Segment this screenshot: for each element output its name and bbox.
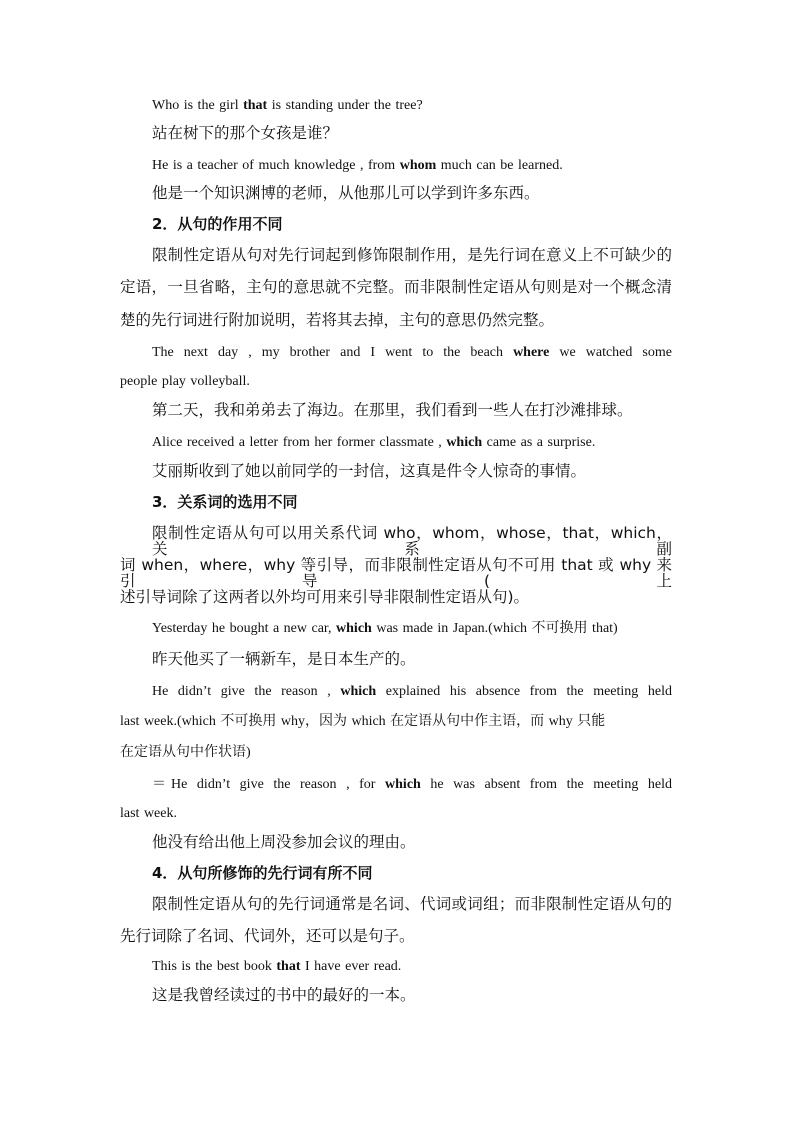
relative-word: where <box>513 345 550 360</box>
paragraph-line: 定语，一旦省略，主句的意思就不完整。而非限制性定语从句则是对一个概念清 <box>120 278 672 296</box>
example-translation: 第二天，我和弟弟去了海边。在那里，我们看到一些人在打沙滩排球。 <box>152 401 633 419</box>
relative-word: whom <box>399 158 437 173</box>
example-translation: 他是一个知识渊博的老师，从他那儿可以学到许多东西。 <box>152 184 540 202</box>
example-sentence: Yesterday he bought a new car, which was made in Japan.(which 不可换用 that) <box>152 621 618 636</box>
paragraph-line: 述引导词除了这两者以外均可用来引导非限制性定语从句)。 <box>120 588 530 606</box>
relative-word: that <box>243 98 268 113</box>
example-translation: 站在树下的那个女孩是谁？ <box>152 124 339 142</box>
paragraph-line: 限制性定语从句对先行词起到修饰限制作用，是先行词在意义上不可缺少的 <box>152 246 672 264</box>
section-heading: 3．关系词的选用不同 <box>152 493 298 511</box>
example-translation: 他没有给出他上周没参加会议的理由。 <box>152 833 416 851</box>
example-sentence: The next day , my brother and I went to the beach where we watched some <box>152 345 672 360</box>
paragraph-line: 先行词除了名词、代词外，还可以是句子。 <box>120 927 415 945</box>
example-sentence: This is the best book that I have ever read. <box>152 959 402 974</box>
example-sentence: He is a teacher of much knowledge , from whom much can be learned. <box>152 158 563 173</box>
example-translation: 这是我曾经读过的书中的最好的一本。 <box>152 986 416 1004</box>
example-translation: 昨天他买了一辆新车，是日本生产的。 <box>152 650 416 668</box>
relative-word: which <box>336 621 372 636</box>
paragraph-line: 限制性定语从句的先行词通常是名词、代词或词组；而非限制性定语从句的 <box>152 895 672 913</box>
example-sentence: Who is the girl that is standing under the tree? <box>152 98 423 113</box>
example-note: 在定语从句中作状语) <box>120 745 251 760</box>
paragraph-line: 限制性定语从句可以用关系代词 who，whom，whose，that，which，关系副 <box>152 524 672 558</box>
example-sentence: Alice received a letter from her former classmate , which came as a surprise. <box>152 435 596 450</box>
example-sentence: ＝He didn’t give the reason , for which he was absent from the meeting held <box>152 777 672 792</box>
section-heading: 4．从句所修饰的先行词有所不同 <box>152 864 373 882</box>
relative-word: that <box>276 959 301 974</box>
example-sentence: He didn’t give the reason , which explained his absence from the meeting held <box>152 684 672 699</box>
paragraph-line: 楚的先行词进行附加说明，若将其去掉，主句的意思仍然完整。 <box>120 311 555 329</box>
example-note: last week.(which 不可换用 why，因为 which 在定语从句中作主语，而 why 只能 <box>120 714 606 729</box>
relative-word: which <box>340 684 377 699</box>
section-heading: 2．从句的作用不同 <box>152 215 283 233</box>
example-sentence: last week. <box>120 806 177 821</box>
example-sentence: people play volleyball. <box>120 374 250 389</box>
example-translation: 艾丽斯收到了她以前同学的一封信，这真是件令人惊奇的事情。 <box>152 462 587 480</box>
relative-word: which <box>446 435 483 450</box>
paragraph-line: 词 when，where，why 等引导，而非限制性定语从句不可用 that 或 why 来引导(上 <box>120 556 672 590</box>
relative-word: which <box>385 777 421 792</box>
